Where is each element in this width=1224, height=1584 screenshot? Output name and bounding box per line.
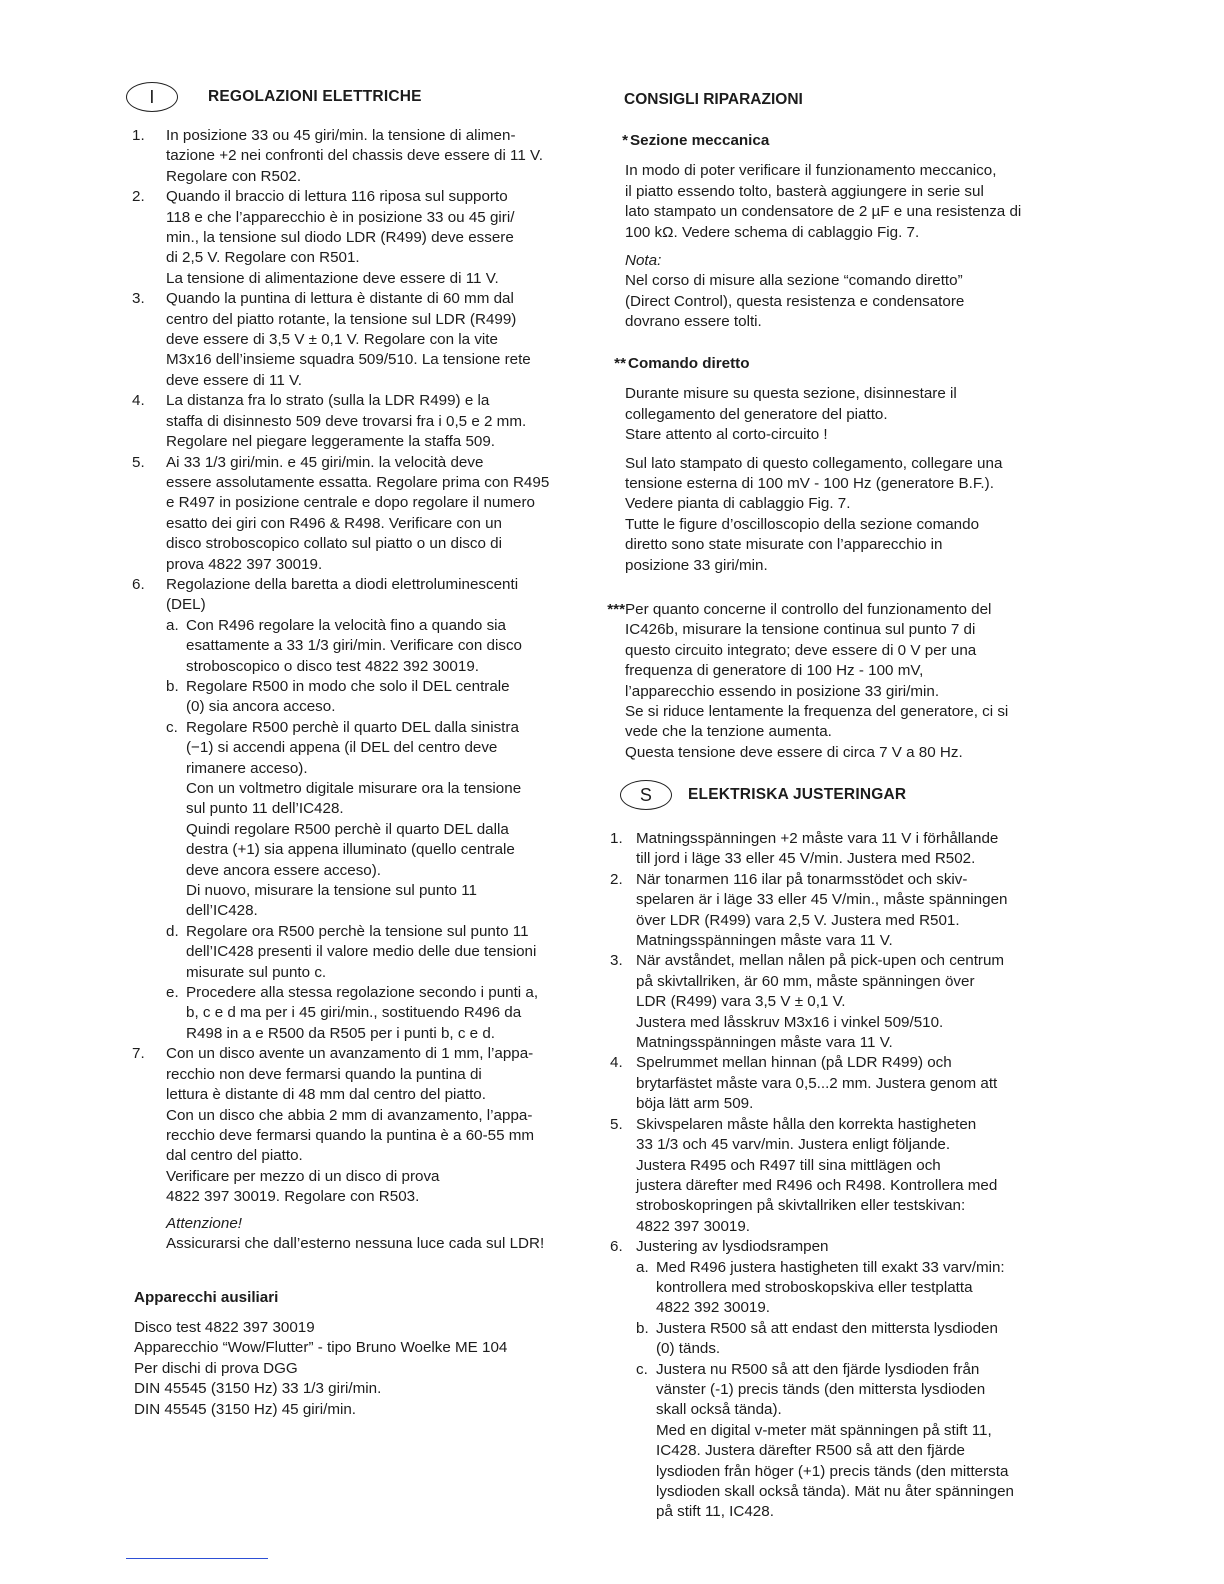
list-item: 3. Quando la puntina di lettura è distante di 60 mm dal centro del piatto rotante, la tensione sul LDR (R499) deve essere di 3,5 V ± 0,1 V. Regolare con la vite M3x16 dell’insieme squadra 509/510. La tensione rete deve essere di 11 V.: [132, 290, 531, 389]
list-item: 1. Matningsspänningen +2 måste vara 11 V i förhållande till jord i läge 33 eller 45 V/min. Justera med R502.: [610, 830, 999, 868]
sub-item: c. Justera nu R500 så att den fjärde lysdioden från vänster (-1) precis tänds (den mittersta lysdioden skall också tända). Med en digital v-meter mät spänningen på stift 11, IC428. Justera därefter R500 så att den fjärde lysdioden från höger (+1) precis tänds (den mittersta lysdioden skall också tända). Mät nu åter spänningen på stift 11, IC428.: [636, 1360, 1014, 1521]
list-item: 6. Justering av lysdiodsrampen a. Med R496 justera hastigheten till exakt 33 varv/min: kontrollera med stroboskopskiva eller testplatta 4822 392 30019. b. Justera R500 så att endast den mittersta lysdioden (0) tänds. c. Justera nu R500 så att den fjärde lysdioden från vänster (-1) precis tänds (den mittersta lysdioden skall också tända). Med en digital v-meter mät spänningen på stift 11, IC428. Justera därefter R500 så att den fjärde lysdioden från höger (+1) precis tänds (den mittersta lysdioden skall också tända). Mät nu åter spänningen på stift 11, IC428.: [610, 1237, 1076, 1523]
list-item: 2. Quando il braccio di lettura 116 riposa sul supporto 118 e che l’apparecchio è in posizione 33 ou 45 giri/ min., la tensione sul diodo LDR (R499) deve essere di 2,5 V. Regolare con R501. La tensione di alimentazione deve essere di 11 V.: [132, 188, 515, 287]
sub-item: d. Regolare ora R500 perchè la tensione sul punto 11 dell’IC428 presenti il valore medio delle due tensioni misurate sul punto c.: [166, 922, 537, 981]
footer-rule: [126, 1558, 268, 1559]
sub-item: b. Regolare R500 in modo che solo il DEL centrale (0) sia ancora acceso.: [166, 677, 510, 716]
section-heading-regolazioni: [126, 82, 422, 112]
swedish-adjustment-list: [610, 829, 1076, 1523]
list-item: 4. Spelrummet mellan hinnan (på LDR R499) och brytarfästet måste vara 0,5...2 mm. Justera genom att böja lätt arm 509.: [610, 1054, 998, 1113]
list-item: 1. In posizione 33 ou 45 giri/min. la tensione di alimen- tazione +2 nei confronti del chassis deve essere di 11 V. Regolare con R502.: [132, 127, 543, 185]
section-title: ELEKTRISKA JUSTERINGAR: [688, 785, 907, 803]
attention-label: Attenzione!: [166, 1214, 242, 1232]
sub-item: b. Justera R500 så att endast den mittersta lysdioden (0) tänds.: [636, 1319, 998, 1358]
ic426-note: *** Per quanto concerne il controllo del funzionamento del IC426b, misurare la tensione continua sul punto 7 di questo circuito integrato; deve essere di 0 V per una frequenza di generatore di 100 Hz - 100 mV, l’apparecchio essendo in posizione 33 giri/min. Se si riduce lentamente la frequenza del generatore, ci si vede che la tenzione aumenta. Questa tensione deve essere di circa 7 V a 80 Hz.: [607, 601, 1009, 761]
sub-item: e. Procedere alla stessa regolazione secondo i punti a, b, c e d ma per i 45 giri/min., sostituendo R496 da R498 in a e R500 da R505 per i punti b, c e d.: [166, 984, 539, 1042]
section-heading-swedish: [620, 780, 906, 810]
list-item: 7. Con un disco avente un avanzamento di 1 mm, l’appa- recchio non deve fermarsi quando la puntina di lettura è distante di 48 mm dal centro del piatto. Con un disco che abbia 2 mm di avanzamento, l’appa- recchio deve fermarsi quando la puntina è a 60-55 mm dal centro del piatto. Verificare per mezzo di un disco di prova 4822 397 30019. Regolare con R503. Attenzione! Assicurarsi che dall’esterno nessuna luce cada sul LDR!: [132, 1044, 592, 1254]
list-item: 2. När tonarmen 116 ilar på tonarmsstödet och skiv- spelaren är i läge 33 eller 45 V/min., måste spänningen över LDR (R499) vara 2,5 V. Justera med R501. Matningsspänningen måste vara 11 V.: [610, 870, 1008, 950]
language-badge-swedish: S: [620, 780, 672, 810]
sub-item: c. Regolare R500 perchè il quarto DEL dalla sinistra (−1) si accendi appena (il DEL del centro deve rimanere acceso). Con un voltmetro digitale misurare ora la tensione sul punto 11 dell’IC428. Quindi regolare R500 perchè il quarto DEL dalla destra (+1) sia appena illuminato (quello centrale deve ancora essere acceso). Di nuovo, misurare la tensione sul punto 11 dell’IC428.: [166, 718, 522, 920]
list-item: 6. Regolazione della baretta a diodi elettroluminescenti (DEL) a. Con R496 regolare la velocità fino a quando sia esattamente a 33 1/3 giri/min. Verificare con disco stroboscopico o disco test 4822 392 30019. b. Regolare R500 in modo che solo il DEL centrale (0) sia ancora acceso. c. Regolare R500 perchè il quarto DEL dalla sinistra (−1) si accendi appena (il DEL del centro deve rimanere acceso). Con un voltmetro digitale misurare ora la tensione sul punto 11 dell’IC428. Quindi regolare R500 perchè il quarto DEL dalla destra (+1) sia appena illuminato (quello centrale deve ancora essere acceso). Di nuovo, misurare la tensione sul punto 11 dell’IC428. d. Regolare ora R500 perchè la tensione sul punto 11 dell’IC428 presenti il valore medio delle due tensioni misurate sul punto c. e. Procedere alla stessa regolazione secondo i punti a, b, c e d ma per i 45 giri/min., sostituendo R496 da R498 in a e R500 da R505 per i punti b, c e d.: [132, 575, 592, 1044]
list-item: 4. La distanza fra lo strato (sulla la LDR R499) e la staffa di disinnesto 509 deve trovarsi fra i 0,5 e 2 mm. Regolare nel piegare leggeramente la staffa 509.: [132, 392, 527, 451]
list-item: 5. Skivspelaren måste hålla den korrekta hastigheten 33 1/3 och 45 varv/min. Justera enligt följande. Justera R495 och R497 till sina mittlägen och justera därefter med R496 och R498. Kontrollera med stroboskopringen på skivtallriken eller testskivan: 4822 397 30019.: [610, 1115, 998, 1235]
section-title: REGOLAZIONI ELETTRICHE: [208, 87, 422, 105]
repair-title: CONSIGLI RIPARAZIONI: [624, 91, 803, 108]
language-badge-italian: I: [126, 82, 178, 112]
nota-label: Nota:: [625, 252, 662, 270]
aux-text: Disco test 4822 397 30019 Apparecchio “Wow/Flutter” - tipo Bruno Woelke ME 104 Per dischi di prova DGG DIN 45545 (3150 Hz) 33 1/3 giri/min. DIN 45545 (3150 Hz) 45 giri/min.: [134, 1319, 508, 1418]
sub-item: a. Con R496 regolare la velocità fino a quando sia esattamente a 33 1/3 giri/min. Verificare con disco stroboscopico o disco test 4822 392 30019.: [166, 616, 522, 675]
adjustment-list: [132, 126, 592, 1254]
direct-control-section: ** Comando diretto Durante misure su questa sezione, disinnestare il collegamento del generatore del piatto. Stare attento al corto-circuito ! Sul lato stampato di questo collegamento, collegare una tensione esterna di 100 mV - 100 Hz (generatore B.F.). Vedere pianta di cablaggio Fig. 7. Tutte le figure d’oscilloscopio della sezione comando diretto sono state misurate con l’apparecchio in posizione 33 giri/min.: [614, 355, 1003, 574]
list-item: 3. När avståndet, mellan nålen på pick-upen och centrum på skivtallriken, är 60 mm, måste spänningen över LDR (R499) vara 3,5 V ± 0,1 V. Justera med låsskruv M3x16 i vinkel 509/510. Matningsspänningen måste vara 11 V.: [610, 952, 1005, 1052]
sub-item: a. Med R496 justera hastigheten till exakt 33 varv/min: kontrollera med stroboskopskiva eller testplatta 4822 392 30019.: [636, 1258, 1005, 1317]
aux-title: Apparecchi ausiliari: [134, 1289, 279, 1306]
attention-text: Assicurarsi che dall’esterno nessuna luce cada sul LDR!: [166, 1234, 545, 1252]
list-item: 5. Ai 33 1/3 giri/min. e 45 giri/min. la velocità deve essere assolutamente essatta. Regolare prima con R495 e R497 in posizione centrale e dopo regolare il numero esatto dei giri con R496 & R498. Verificare con un disco stroboscopico collato sul piatto o un disco di prova 4822 397 30019.: [132, 453, 550, 573]
mechanical-section: * Sezione meccanica In modo di poter verificare il funzionamento meccanico, il piatto essendo tolto, basterà aggiungere in serie sul lato stampato un condensatore de 2 µF e una resistenza di 100 kΩ. Vedere schema di cablaggio Fig. 7. Nota: Nel corso di misure alla sezione “comando diretto” (Direct Control), questa resistenza e condensatore dovrano essere tolti.: [606, 131, 1076, 333]
